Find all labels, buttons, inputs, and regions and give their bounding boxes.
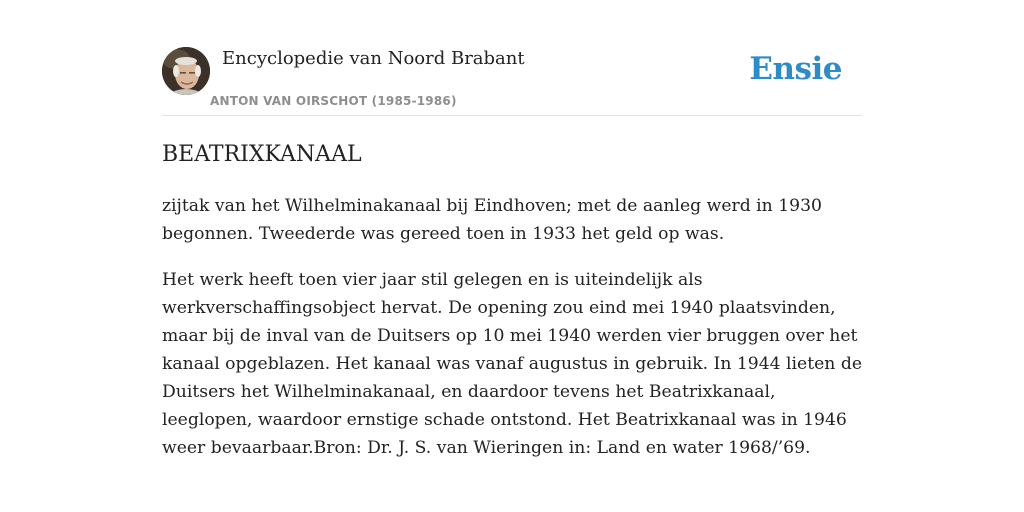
entry-title: BEATRIXKANAAL bbox=[162, 142, 362, 167]
source-title[interactable]: Encyclopedie van Noord Brabant bbox=[222, 48, 525, 69]
author-name[interactable]: ANTON VAN OIRSCHOT (1985-1986) bbox=[210, 94, 457, 108]
entry-card bbox=[162, 44, 862, 462]
entry-paragraph: Het werk heeft toen vier jaar stil gelegen en is uiteindelijk als werkverschaffingsobject hervat. De opening zou eind mei 1940 plaatsvinden, maar bij de inval van de Duitsers op 10 mei 1940 werden vier bruggen over het kanaal opgeblazen. Het kanaal was vanaf augustus in gebruik. In 1944 lieten de Duitsers het Wilhelminakanaal, en daardoor tevens het Beatrixkanaal, leeglopen, waardoor ernstige schade ontstond. Het Beatrixkanaal was in 1946 weer bevaarbaar.Bron: Dr. J. S. van Wieringen in: Land en water 1968/’69. bbox=[162, 270, 863, 458]
author-avatar[interactable] bbox=[162, 47, 210, 95]
entry-paragraph: zijtak van het Wilhelminakanaal bij Eindhoven; met de aanleg werd in 1930 begonnen. Tweederde was gereed toen in 1933 het geld op was. bbox=[162, 196, 822, 244]
entry-header bbox=[162, 44, 862, 116]
ensie-logo[interactable]: Ensie bbox=[749, 51, 842, 87]
author-portrait-icon bbox=[162, 47, 210, 95]
